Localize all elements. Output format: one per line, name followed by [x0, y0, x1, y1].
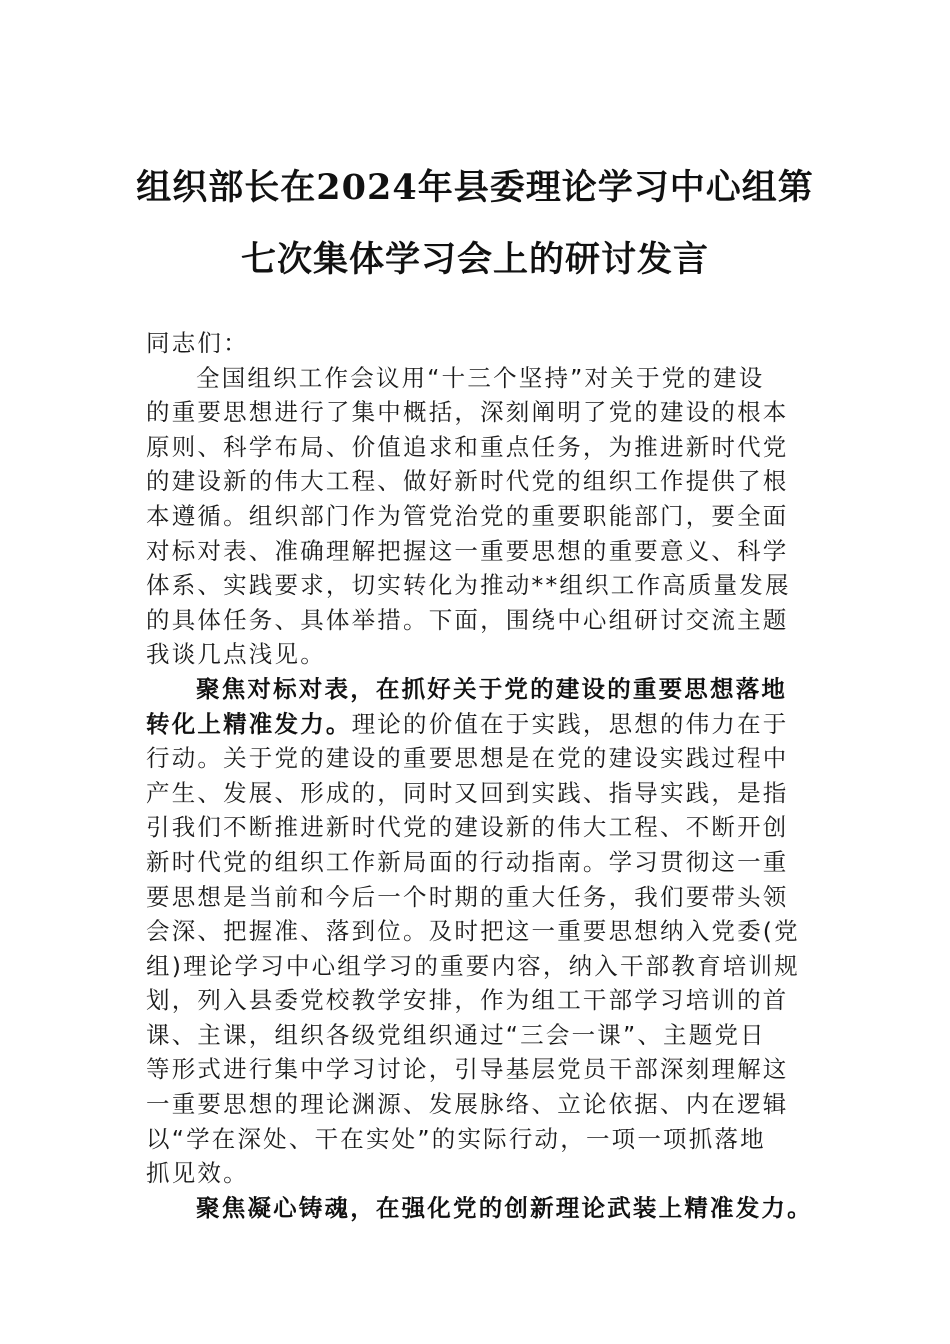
paragraph-1-line: 的建设新的伟大工程、做好新时代党的组织工作提供了根 — [146, 467, 789, 496]
paragraph-2-line: 要思想是当前和今后一个时期的重大任务，我们要带头领 — [146, 882, 789, 911]
paragraph-2-line: 组)理论学习中心组学习的重要内容，纳入干部教育培训规 — [146, 951, 800, 980]
paragraph-2-line: 理论的价值在于实践，思想的伟力在于 — [351, 709, 789, 738]
paragraph-2-line: 抓见效。 — [146, 1159, 249, 1188]
paragraph-2-line: 行动。关于党的建设的重要思想是在党的建设实践过程中 — [146, 744, 789, 773]
section-2-heading: 聚焦凝心铸魂，在强化党的创新理论武装上精准发力。 — [196, 1193, 813, 1222]
document-title-line-2: 七次集体学习会上的研讨发言 — [240, 239, 709, 280]
paragraph-2-line: 产生、发展、形成的，同时又回到实践、指导实践，是指 — [146, 778, 789, 807]
paragraph-1-line: 原则、科学布局、价值追求和重点任务，为推进新时代党 — [146, 432, 789, 461]
document-title-line-1: 组织部长在2024年县委理论学习中心组第 — [136, 167, 814, 208]
paragraph-1-line: 我谈几点浅见。 — [146, 640, 326, 669]
paragraph-1-line: 对标对表、准确理解把握这一重要思想的重要意义、科学 — [146, 536, 789, 565]
section-1-heading-line-1: 聚焦对标对表，在抓好关于党的建设的重要思想落地 — [196, 674, 788, 703]
paragraph-2-line: 以“学在深处、干在实处”的实际行动，一项一项抓落地 — [146, 1124, 766, 1153]
paragraph-2-line: 划，列入县委党校教学安排，作为组工干部学习培训的首 — [146, 986, 789, 1015]
paragraph-1-line: 体系、实践要求，切实转化为推动**组织工作高质量发展 — [146, 571, 791, 600]
paragraph-2-line: 引我们不断推进新时代党的建设新的伟大工程、不断开创 — [146, 813, 789, 842]
paragraph-1-line: 的重要思想进行了集中概括，深刻阐明了党的建设的根本 — [146, 398, 789, 427]
paragraph-2-line: 会深、把握准、落到位。及时把这一重要思想纳入党委(党 — [146, 917, 800, 946]
paragraph-1-line: 本遵循。组织部门作为管党治党的重要职能部门，要全面 — [146, 501, 789, 530]
section-1-heading-line-2 — [146, 707, 810, 742]
paragraph-2-line: 课、主课，组织各级党组织通过“三会一课”、主题党日 — [146, 1020, 766, 1049]
paragraph-1-line: 的具体任务、具体举措。下面，围绕中心组研讨交流主题 — [146, 605, 789, 634]
paragraph-2-line: 等形式进行集中学习讨论，引导基层党员干部深刻理解这 — [146, 1055, 789, 1084]
paragraph-2-line: 一重要思想的理论渊源、发展脉络、立论依据、内在逻辑 — [146, 1090, 789, 1119]
section-1-heading-end: 转化上精准发力。 — [146, 709, 352, 738]
salutation: 同志们： — [146, 329, 249, 357]
paragraph-2-line: 新时代党的组织工作新局面的行动指南。学习贯彻这一重 — [146, 847, 789, 876]
paragraph-1-line: 全国组织工作会议用“十三个坚持”对关于党的建设 — [196, 363, 765, 392]
document-body — [146, 326, 813, 1225]
